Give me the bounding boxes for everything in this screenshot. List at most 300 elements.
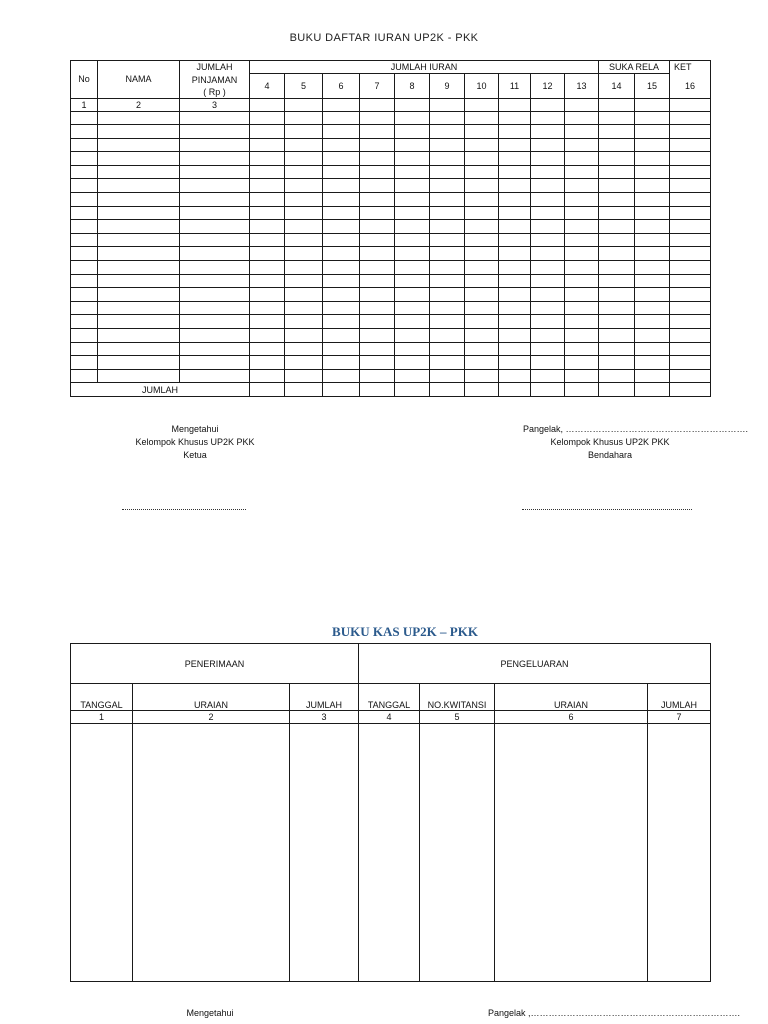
table-cell	[395, 247, 430, 261]
header-no: No	[71, 61, 98, 99]
table-cell	[323, 125, 360, 139]
table-cell	[499, 233, 531, 247]
table-cell	[323, 301, 360, 315]
table-cell	[430, 220, 465, 234]
table-cell	[395, 206, 430, 220]
table-cell	[599, 315, 635, 329]
table-cell	[323, 193, 360, 207]
table-cell	[531, 125, 565, 139]
table-cell	[360, 247, 395, 261]
table-cell	[599, 193, 635, 207]
table-cell	[285, 165, 323, 179]
table-cell	[670, 247, 711, 261]
iuran-col-number: 4	[250, 74, 285, 99]
header-jumlah-pinjaman-2: PINJAMAN	[180, 74, 250, 86]
table-cell	[395, 369, 430, 383]
table-cell	[323, 274, 360, 288]
table-cell	[599, 165, 635, 179]
table-cell	[250, 274, 285, 288]
sign1-right-place: Pangelak, …………………………………………………….	[523, 424, 749, 434]
table-cell	[465, 138, 499, 152]
table-cell	[565, 301, 599, 315]
table-cell	[465, 274, 499, 288]
table-cell	[635, 301, 670, 315]
table-cell	[71, 220, 98, 234]
table-cell	[670, 125, 711, 139]
table-cell	[98, 301, 180, 315]
table-cell	[360, 152, 395, 166]
table-cell	[465, 329, 499, 343]
sign1-left-line: Kelompok Khusus UP2K PKK	[135, 437, 255, 447]
table-cell	[465, 111, 499, 125]
table-cell	[395, 152, 430, 166]
table-cell	[670, 193, 711, 207]
sign1-right	[515, 423, 749, 462]
table-cell	[430, 369, 465, 383]
table-cell	[430, 111, 465, 125]
table-cell	[635, 179, 670, 193]
table-cell	[531, 111, 565, 125]
table-cell	[565, 261, 599, 275]
table-cell	[531, 152, 565, 166]
table-row	[71, 288, 711, 302]
col-number: 1	[71, 98, 98, 111]
table-cell	[71, 369, 98, 383]
table-cell	[599, 152, 635, 166]
table-cell	[565, 369, 599, 383]
table-cell	[670, 111, 711, 125]
col-no-kwitansi: NO.KWITANSI	[420, 684, 495, 711]
table-cell	[565, 247, 599, 261]
table-cell	[71, 274, 98, 288]
suka-rela-col-number: 15	[635, 74, 670, 99]
table-cell	[635, 315, 670, 329]
table-cell	[360, 329, 395, 343]
table-cell	[180, 193, 250, 207]
table-cell	[395, 111, 430, 125]
table-cell	[670, 261, 711, 275]
table-cell	[98, 165, 180, 179]
table-cell	[71, 193, 98, 207]
table-cell	[635, 193, 670, 207]
table-cell	[360, 369, 395, 383]
table-cell	[531, 301, 565, 315]
table-cell	[250, 220, 285, 234]
table-cell	[285, 111, 323, 125]
table-row	[71, 315, 711, 329]
table-cell	[430, 342, 465, 356]
table-row	[71, 247, 711, 261]
sign2-right	[488, 1007, 741, 1020]
table-row	[71, 138, 711, 152]
table-cell	[360, 342, 395, 356]
table-cell	[499, 206, 531, 220]
table-cell	[285, 247, 323, 261]
table-cell	[635, 206, 670, 220]
table-cell	[180, 369, 250, 383]
table-cell	[465, 301, 499, 315]
kas-title: BUKU KAS UP2K – PKK	[332, 624, 478, 639]
sign1-left-line: Ketua	[183, 450, 207, 460]
table-cell	[285, 369, 323, 383]
col-uraian: URAIAN	[133, 684, 290, 711]
iuran-col-number: 7	[360, 74, 395, 99]
table-row	[71, 369, 711, 383]
table-cell	[250, 369, 285, 383]
table-cell	[635, 125, 670, 139]
table-cell	[465, 125, 499, 139]
iuran-col-number: 5	[285, 74, 323, 99]
table-cell	[285, 179, 323, 193]
table-cell	[565, 220, 599, 234]
table-cell	[250, 261, 285, 275]
table-cell	[430, 125, 465, 139]
table-cell	[323, 247, 360, 261]
table-cell	[499, 288, 531, 302]
table-cell	[670, 274, 711, 288]
table-cell	[323, 261, 360, 275]
table-cell	[285, 356, 323, 370]
table-row	[71, 111, 711, 125]
table-cell	[323, 233, 360, 247]
table-cell	[465, 342, 499, 356]
table-cell	[250, 111, 285, 125]
table-cell	[635, 152, 670, 166]
table-cell	[670, 165, 711, 179]
table-cell	[250, 193, 285, 207]
table-cell	[71, 301, 98, 315]
table-row	[71, 329, 711, 343]
table-cell	[430, 206, 465, 220]
iuran-col-number: 10	[465, 74, 499, 99]
iuran-col-number: 11	[499, 74, 531, 99]
table-cell	[360, 125, 395, 139]
table-row	[71, 274, 711, 288]
table-cell	[531, 247, 565, 261]
table-row	[71, 179, 711, 193]
table-cell	[180, 152, 250, 166]
table-cell	[599, 111, 635, 125]
table-cell	[499, 356, 531, 370]
table-row	[71, 342, 711, 356]
table-cell	[250, 329, 285, 343]
table-cell	[465, 193, 499, 207]
table-cell	[71, 111, 98, 125]
table-cell	[430, 329, 465, 343]
sign1-left	[105, 423, 285, 462]
kas-col-number: 6	[495, 711, 648, 724]
table-cell	[670, 329, 711, 343]
table-cell	[670, 179, 711, 193]
table-cell	[395, 233, 430, 247]
table-cell	[71, 165, 98, 179]
table-cell	[565, 165, 599, 179]
table-cell	[395, 288, 430, 302]
table-cell	[499, 111, 531, 125]
table-cell	[531, 179, 565, 193]
col-uraian: URAIAN	[495, 684, 648, 711]
empty-rows	[71, 111, 711, 383]
table-cell	[98, 288, 180, 302]
table-cell	[98, 261, 180, 275]
table-cell	[71, 179, 98, 193]
table-cell	[98, 356, 180, 370]
table-cell	[285, 288, 323, 302]
table-cell	[531, 329, 565, 343]
col-number: 3	[180, 98, 250, 111]
table-cell	[531, 288, 565, 302]
table-cell	[670, 233, 711, 247]
table-cell	[499, 247, 531, 261]
sign1-right-signature-line	[522, 509, 692, 510]
table-cell	[323, 220, 360, 234]
table-row	[71, 206, 711, 220]
table-cell	[71, 152, 98, 166]
table-cell	[531, 138, 565, 152]
table-cell	[430, 288, 465, 302]
table-cell	[599, 369, 635, 383]
table-cell	[98, 329, 180, 343]
table-cell	[531, 165, 565, 179]
sign1-left-line: Mengetahui	[171, 424, 219, 434]
table-cell	[499, 179, 531, 193]
table-cell	[599, 125, 635, 139]
table-row	[71, 152, 711, 166]
table-cell	[670, 220, 711, 234]
table-cell	[360, 261, 395, 275]
table-cell	[250, 233, 285, 247]
header-jumlah-pinjaman-1: JUMLAH	[180, 61, 250, 74]
table-cell	[98, 179, 180, 193]
table-cell	[250, 301, 285, 315]
table-row	[71, 125, 711, 139]
table-cell	[430, 233, 465, 247]
table-cell	[395, 315, 430, 329]
table-row	[71, 261, 711, 275]
table-cell	[499, 342, 531, 356]
table-cell	[360, 179, 395, 193]
table-cell	[360, 356, 395, 370]
table-cell	[323, 152, 360, 166]
table-cell	[565, 315, 599, 329]
table-cell	[430, 247, 465, 261]
table-cell	[499, 301, 531, 315]
table-cell	[71, 329, 98, 343]
table-cell	[71, 356, 98, 370]
table-cell	[71, 247, 98, 261]
table-row	[71, 233, 711, 247]
table-cell	[670, 206, 711, 220]
table-cell	[670, 369, 711, 383]
table-cell	[430, 261, 465, 275]
table-cell	[565, 288, 599, 302]
table-cell	[323, 342, 360, 356]
table-cell	[531, 206, 565, 220]
table-cell	[98, 125, 180, 139]
table-cell	[285, 233, 323, 247]
table-cell	[360, 315, 395, 329]
table-cell	[635, 274, 670, 288]
table-cell	[465, 165, 499, 179]
table-cell	[360, 193, 395, 207]
table-cell	[635, 261, 670, 275]
table-cell	[98, 233, 180, 247]
table-cell	[635, 342, 670, 356]
table-cell	[180, 233, 250, 247]
table-cell	[285, 274, 323, 288]
iuran-col-number: 6	[323, 74, 360, 99]
table-cell	[670, 288, 711, 302]
table-cell	[323, 111, 360, 125]
table-cell	[465, 152, 499, 166]
kas-col-number: 2	[133, 711, 290, 724]
table-cell	[180, 261, 250, 275]
table-cell	[430, 179, 465, 193]
table-cell	[71, 315, 98, 329]
table-cell	[499, 193, 531, 207]
table-cell	[465, 247, 499, 261]
kas-col-number: 4	[359, 711, 420, 724]
table-cell	[98, 220, 180, 234]
table-cell	[360, 288, 395, 302]
ket-col-number: 16	[670, 74, 711, 99]
sign2-right-place: Pangelak ,…………………………………………………………….	[488, 1008, 741, 1018]
table-cell	[635, 247, 670, 261]
table-cell	[599, 220, 635, 234]
table-cell	[285, 125, 323, 139]
table-cell	[499, 138, 531, 152]
table-cell	[180, 329, 250, 343]
table-cell	[499, 369, 531, 383]
table-cell	[360, 111, 395, 125]
table-cell	[395, 261, 430, 275]
table-cell	[285, 138, 323, 152]
table-cell	[465, 315, 499, 329]
table-cell	[670, 356, 711, 370]
table-cell	[465, 356, 499, 370]
kas-col-number: 1	[71, 711, 133, 724]
table-cell	[635, 220, 670, 234]
header-penerimaan: PENERIMAAN	[71, 644, 359, 684]
table-cell	[360, 274, 395, 288]
table-cell	[531, 274, 565, 288]
table-cell	[465, 261, 499, 275]
table-row	[71, 356, 711, 370]
total-label: JUMLAH	[71, 383, 250, 397]
table-cell	[430, 138, 465, 152]
table-cell	[250, 247, 285, 261]
table-cell	[395, 220, 430, 234]
table-cell	[599, 247, 635, 261]
table-cell	[285, 315, 323, 329]
table-cell	[599, 206, 635, 220]
table-cell	[565, 193, 599, 207]
table-cell	[565, 356, 599, 370]
table-cell	[465, 369, 499, 383]
table-cell	[670, 342, 711, 356]
header-jumlah-iuran: JUMLAH IURAN	[250, 61, 599, 74]
table-cell	[71, 125, 98, 139]
table-cell	[395, 329, 430, 343]
table-cell	[323, 315, 360, 329]
kas-col-number: 7	[648, 711, 711, 724]
table-cell	[565, 152, 599, 166]
table-cell	[250, 125, 285, 139]
table-cell	[250, 342, 285, 356]
table-cell	[599, 356, 635, 370]
table-cell	[180, 179, 250, 193]
table-cell	[565, 111, 599, 125]
table-cell	[635, 233, 670, 247]
table-cell	[599, 179, 635, 193]
iuran-title: BUKU DAFTAR IURAN UP2K - PKK	[289, 32, 479, 44]
table-cell	[250, 179, 285, 193]
table-cell	[465, 179, 499, 193]
table-cell	[180, 220, 250, 234]
table-cell	[323, 206, 360, 220]
table-cell	[531, 342, 565, 356]
header-suka-rela: SUKA RELA	[599, 61, 670, 74]
table-cell	[180, 111, 250, 125]
table-cell	[250, 206, 285, 220]
table-cell	[499, 165, 531, 179]
table-cell	[565, 125, 599, 139]
table-cell	[599, 138, 635, 152]
table-cell	[635, 356, 670, 370]
header-pengeluaran: PENGELUARAN	[359, 644, 711, 684]
table-cell	[499, 152, 531, 166]
table-cell	[599, 233, 635, 247]
table-cell	[430, 165, 465, 179]
kas-col-number: 5	[420, 711, 495, 724]
table-cell	[565, 274, 599, 288]
table-cell	[360, 220, 395, 234]
table-cell	[395, 179, 430, 193]
table-cell	[599, 274, 635, 288]
table-cell	[465, 288, 499, 302]
table-cell	[323, 288, 360, 302]
table-cell	[565, 179, 599, 193]
table-cell	[285, 193, 323, 207]
table-cell	[599, 261, 635, 275]
table-row	[71, 220, 711, 234]
table-cell	[285, 206, 323, 220]
table-cell	[285, 342, 323, 356]
table-cell	[531, 233, 565, 247]
table-cell	[98, 369, 180, 383]
table-cell	[531, 220, 565, 234]
table-cell	[250, 356, 285, 370]
kas-col-number: 3	[290, 711, 359, 724]
table-cell	[285, 220, 323, 234]
table-cell	[285, 152, 323, 166]
col-tanggal: TANGGAL	[71, 684, 133, 711]
table-cell	[395, 193, 430, 207]
table-cell	[250, 138, 285, 152]
table-cell	[670, 152, 711, 166]
table-cell	[360, 301, 395, 315]
table-cell	[71, 138, 98, 152]
table-cell	[430, 152, 465, 166]
suka-rela-col-number: 14	[599, 74, 635, 99]
table-cell	[531, 193, 565, 207]
table-cell	[71, 261, 98, 275]
table-cell	[98, 247, 180, 261]
table-cell	[670, 301, 711, 315]
table-cell	[430, 301, 465, 315]
table-cell	[71, 206, 98, 220]
table-cell	[250, 165, 285, 179]
